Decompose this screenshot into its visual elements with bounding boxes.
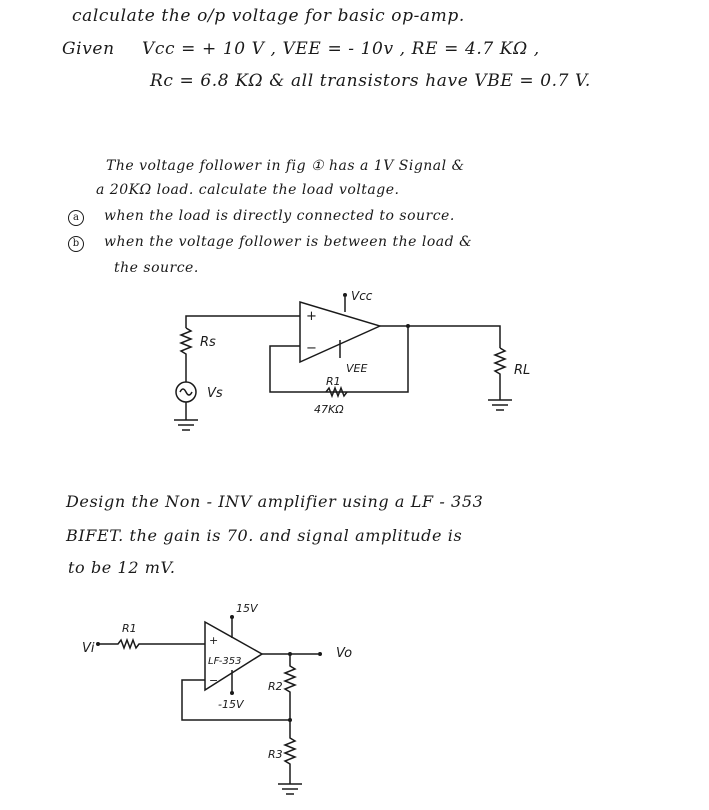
minus-sign-2: − [209, 674, 219, 687]
item-a-marker: a [68, 210, 84, 226]
vi-label: Vi [82, 641, 95, 656]
item-b-marker: b [68, 236, 84, 252]
vs-label: Vs [207, 386, 223, 401]
vplus-label: 15V [236, 602, 258, 615]
vo-label: Vo [336, 646, 353, 661]
opamp2-vminus-node [230, 691, 234, 695]
input-r1-wire [98, 640, 205, 648]
vminus-label: -15V [218, 698, 244, 711]
problem2-item-a: when the load is directly connected to source. [104, 208, 455, 224]
problem1-line2: Vcc = + 10 V , VEE = - 10v , RE = 4.7 KΩ , [142, 39, 540, 59]
plus-sign-2: + [209, 634, 219, 647]
minus-sign-1: − [306, 341, 317, 356]
problem3-line1: Design the Non - INV amplifier using a LF - 353 [66, 492, 484, 511]
plus-sign-1: + [306, 309, 317, 324]
problem2-line-end: the source. [114, 260, 199, 276]
r3-label: R3 [268, 748, 283, 761]
rl-label: RL [514, 363, 531, 378]
problem2-line1: The voltage follower in fig ① has a 1V Signal & [106, 158, 465, 174]
chip-label: LF-353 [208, 656, 242, 667]
problem1-line3: Rc = 6.8 KΩ & all transistors have VBE = 0.7 V. [150, 71, 591, 91]
problem1-line1: calculate the o/p voltage for basic op-amp. [72, 6, 465, 26]
opamp2-vplus-node [230, 615, 234, 619]
r1-label: R1 [326, 375, 341, 388]
problem1-given-label: Given [62, 39, 115, 59]
r1-label-2: R1 [122, 622, 137, 635]
vo-node [318, 652, 322, 656]
vee-label: VEE [346, 362, 368, 375]
rs-label: Rs [200, 335, 216, 350]
problem3-line2: BIFET. the gain is 70. and signal amplitude is [66, 526, 463, 545]
problem2-item-b: when the voltage follower is between the load & [104, 234, 473, 250]
r2-label: R2 [268, 680, 283, 693]
problem2-line2: a 20KΩ load. calculate the load voltage. [96, 182, 400, 198]
vcc-label: Vcc [351, 289, 373, 303]
r3-resistor [285, 720, 295, 784]
r2-resistor [285, 654, 295, 720]
problem3-line3: to be 12 mV. [68, 558, 176, 577]
r1-value: 47KΩ [314, 403, 344, 416]
